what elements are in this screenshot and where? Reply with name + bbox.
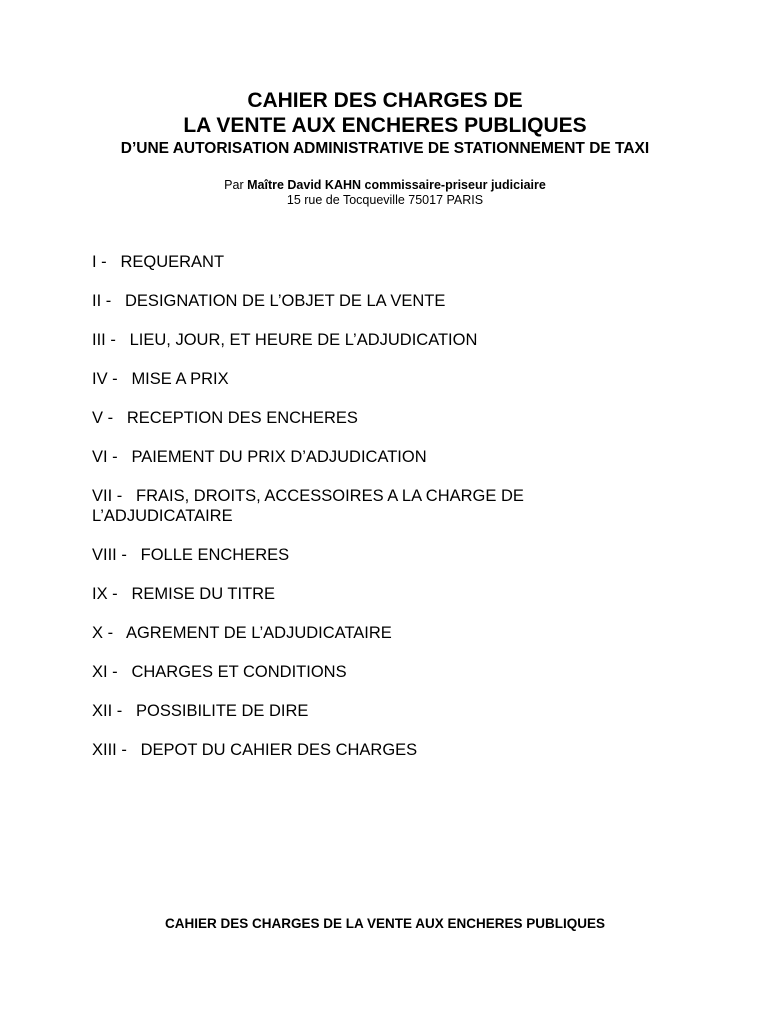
toc-item [92,369,612,389]
toc-item [92,662,612,682]
toc-item-label: MISE A PRIX [131,370,229,388]
toc-item-label: FOLLE ENCHERES [140,546,290,564]
toc-item [92,252,612,272]
toc-item [92,330,612,350]
author-line [80,178,690,193]
toc-item-number: VII - [92,487,123,505]
toc-item [92,584,612,604]
toc-item-label: FRAIS, DROITS, ACCESSOIRES A LA CHARGE DE L’ADJUDICATAIRE [92,487,529,525]
toc-item-number: II - [92,292,112,310]
toc-item-number: IV - [92,370,118,388]
toc-item [92,408,612,428]
toc-item-number: VIII - [92,546,127,564]
toc-item-label: CHARGES ET CONDITIONS [131,663,347,681]
toc-item-number: X - [92,624,114,642]
author-prefix: Par [224,178,244,192]
toc-item-number: V - [92,409,114,427]
toc-item-number: VI - [92,448,118,466]
page-footer: CAHIER DES CHARGES DE LA VENTE AUX ENCHERES PUBLIQUES [164,916,606,931]
author-address: 15 rue de Tocqueville 75017 PARIS [286,193,484,207]
toc-item-label: POSSIBILITE DE DIRE [136,702,309,720]
toc-item [92,486,612,526]
toc-item-number: XII - [92,702,123,720]
toc-item-number: IX - [92,585,118,603]
toc-item-number: III - [92,331,116,349]
document-title-line-2: LA VENTE AUX ENCHERES PUBLIQUES [183,114,587,137]
toc-item-number: XIII - [92,741,127,759]
toc-item [92,623,612,643]
toc-item [92,545,612,565]
toc-item-label: REMISE DU TITRE [131,585,276,603]
document-title-line-1: CAHIER DES CHARGES DE [247,89,523,112]
toc-item-number: I - [92,253,107,271]
table-of-contents [92,252,612,779]
toc-item-label: AGREMENT DE L’ADJUDICATAIRE [125,624,392,642]
toc-item [92,291,612,311]
toc-item-label: PAIEMENT DU PRIX D’ADJUDICATION [131,448,427,466]
author-name: Maître David KAHN commissaire-priseur judiciaire [247,178,546,192]
toc-item-number: XI - [92,663,118,681]
toc-item [92,740,612,760]
toc-item-label: RECEPTION DES ENCHERES [126,409,358,427]
document-subtitle: D’UNE AUTORISATION ADMINISTRATIVE DE STATIONNEMENT DE TAXI [120,140,650,157]
toc-item-label: LIEU, JOUR, ET HEURE DE L’ADJUDICATION [129,331,478,349]
toc-item [92,447,612,467]
toc-item-label: DESIGNATION DE L’OBJET DE LA VENTE [125,292,446,310]
title-block [80,88,690,208]
toc-item-label: REQUERANT [120,253,225,271]
toc-item [92,701,612,721]
toc-item-label: DEPOT DU CAHIER DES CHARGES [140,741,418,759]
